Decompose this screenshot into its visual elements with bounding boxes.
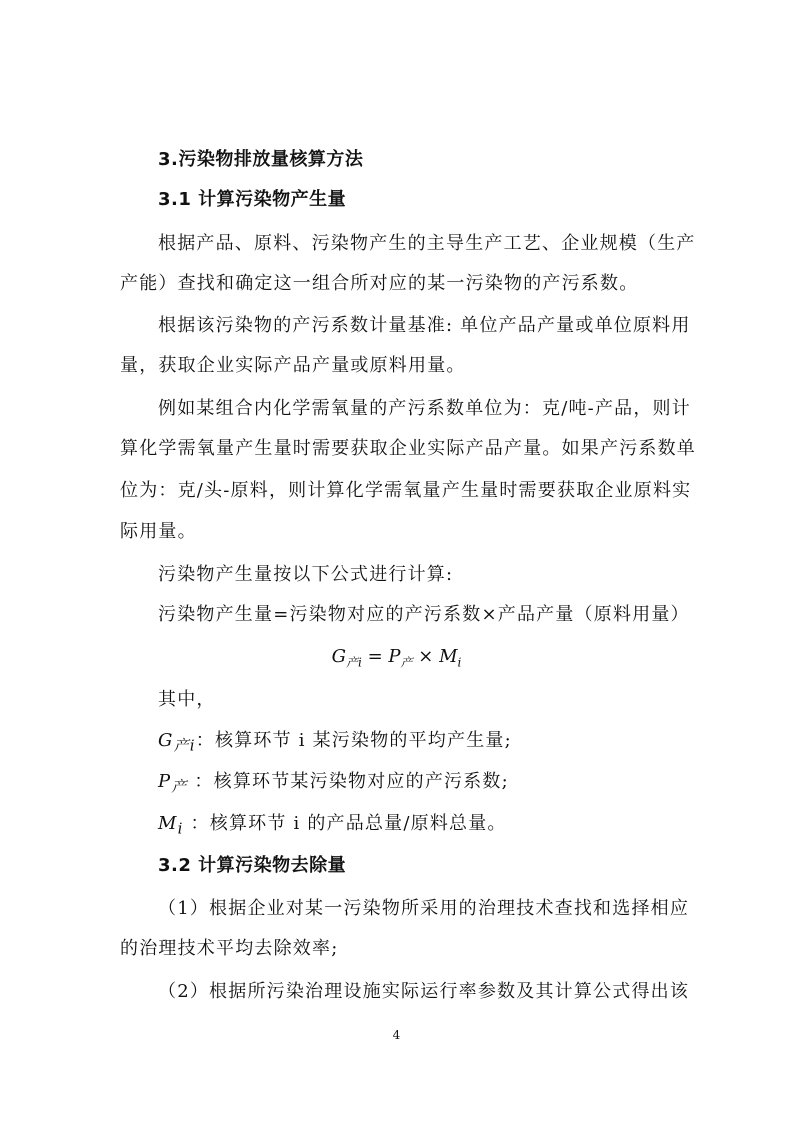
definition-p <box>158 770 718 799</box>
paragraph-line: 算化学需氧量产生量时需要获取企业实际产品产量。如果产污系数单 <box>120 438 696 459</box>
formula-p: P <box>388 646 401 667</box>
paragraph-line: 际用量。 <box>120 521 197 542</box>
formula-m-sub: i <box>457 655 462 670</box>
paragraph-line: （2）根据所污染治理设施实际运行率参数及其计算公式得出该 <box>158 981 690 1002</box>
formula-equals: = <box>361 646 389 667</box>
paragraph-line: （1）根据企业对某一污染物所采用的治理技术查找和选择相应 <box>158 898 690 919</box>
def-p-symbol: P <box>158 771 172 792</box>
def-g-symbol: G <box>158 730 174 751</box>
def-m-symbol: M <box>158 813 178 834</box>
def-g-text: ：核算环节 i 某污染物的平均产生量; <box>195 730 512 751</box>
def-m-subscript: i <box>177 819 184 838</box>
paragraph-line: 根据产品、原料、污染物产生的主导生产工艺、企业规模（生产 <box>158 233 696 254</box>
paragraph-line: 例如某组合内化学需氧量的产污系数单位为：克/吨-产品，则计 <box>158 398 691 419</box>
definition-g <box>158 729 718 758</box>
def-m-text: ：核算环节 i 的产品总量/原料总量。 <box>183 813 507 834</box>
section-heading: 3.污染物排放量核算方法 <box>158 149 364 170</box>
def-p-text: ：核算环节某污染物对应的产污系数; <box>187 771 509 792</box>
definition-m <box>158 812 718 841</box>
paragraph-line: 量，获取企业实际产品产量或原料用量。 <box>120 355 466 376</box>
paragraph-line: 污染物产生量=污染物对应的产污系数×产品产量（原料用量） <box>158 604 690 625</box>
where-label: 其中， <box>158 689 216 710</box>
paragraph-line: 产能）查找和确定这一组合所对应的某一污染物的产污系数。 <box>120 273 639 294</box>
paragraph-line: 的治理技术平均去除效率; <box>120 938 339 959</box>
formula-g: G <box>331 646 347 667</box>
page-number: 4 <box>392 1028 401 1042</box>
formula-p-sub: 产 <box>400 655 413 670</box>
formula <box>0 645 793 675</box>
subsection-heading-3-2: 3.2 计算污染物去除量 <box>158 855 347 876</box>
def-g-subscript: 产i <box>173 736 196 755</box>
formula-g-sub: 产i <box>346 655 362 670</box>
subsection-heading-3-1: 3.1 计算污染物产生量 <box>158 189 347 210</box>
def-p-subscript: 产 <box>171 777 188 796</box>
formula-times: × <box>412 646 440 667</box>
paragraph-line: 位为：克/头-原料，则计算化学需氧量产生量时需要获取企业原料实 <box>120 480 692 501</box>
paragraph-line: 根据该污染物的产污系数计量基准: 单位产品产量或单位原料用 <box>158 315 691 336</box>
paragraph-line: 污染物产生量按以下公式进行计算: <box>158 564 454 585</box>
formula-m: M <box>439 646 458 667</box>
